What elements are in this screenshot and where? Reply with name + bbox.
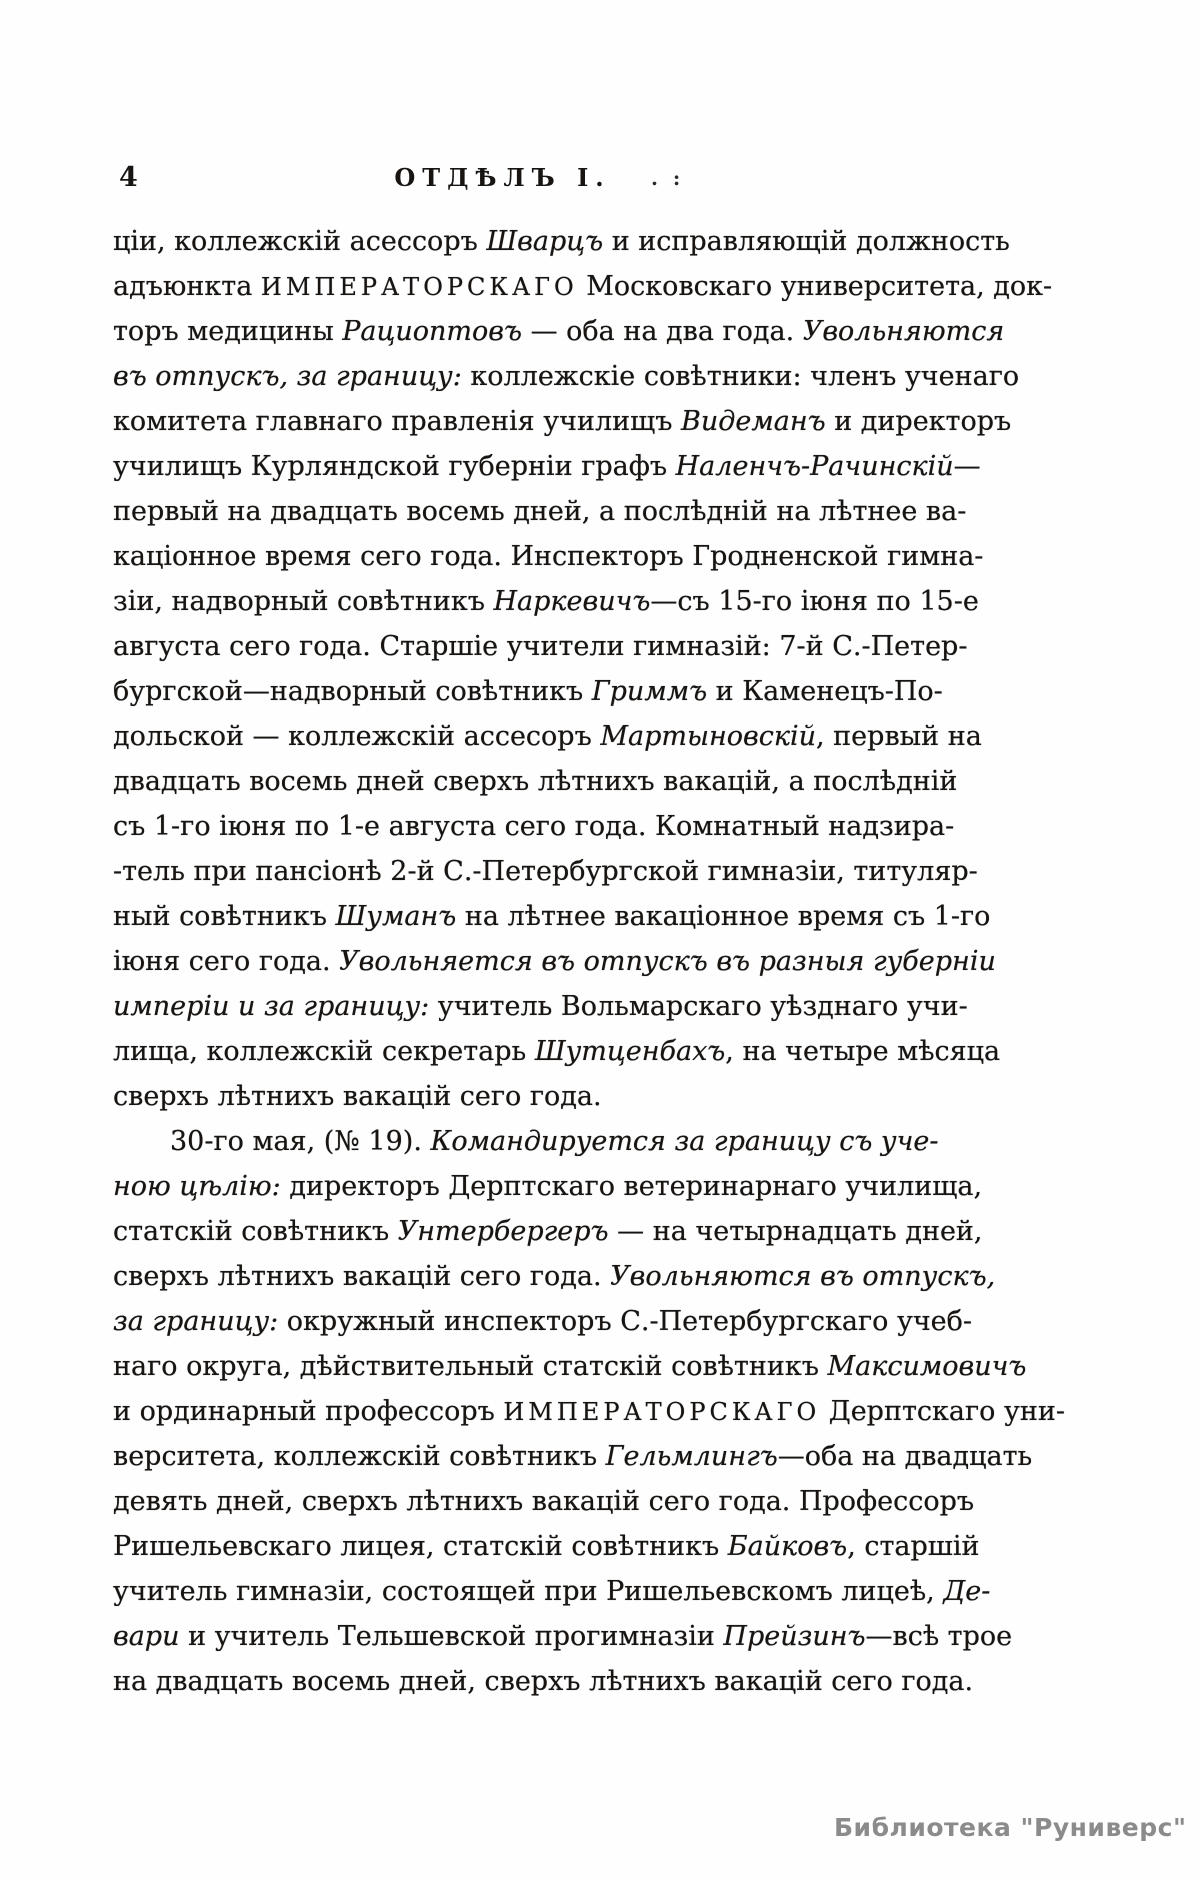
page-header-row (113, 160, 892, 200)
running-head-title: ОТДѢЛЪ I. (394, 163, 611, 192)
text-segment: сверхъ лѣтнихъ вакацій сего года. (113, 1261, 611, 1292)
text-segment: зіи, надворный совѣтникъ (113, 586, 494, 617)
text-segment: Гриммъ (591, 676, 708, 707)
text-segment: , первый на (816, 721, 982, 752)
text-segment: Рациоптовъ (342, 316, 522, 347)
text-segment: и директоръ (825, 406, 1012, 437)
text-segment: іюня сего года. (113, 946, 340, 977)
text-line (113, 1119, 939, 1164)
text-segment: и исправляющій должность (603, 226, 1010, 257)
text-segment: Увольняются (802, 316, 1005, 347)
text-segment: съ 1-го іюня по 1-е августа сего года. Комнатный надзира- (113, 811, 955, 842)
text-line (113, 1344, 1027, 1389)
text-segment: 30-го мая, (№ 19). (170, 1126, 431, 1157)
text-line (113, 939, 996, 984)
text-segment: первый на двадцать восемь дней, а послѣдній на лѣтнее ва- (113, 496, 967, 527)
text-line (113, 1209, 983, 1254)
text-segment: торъ медицины (113, 316, 343, 347)
text-line (113, 1074, 892, 1119)
text-segment: девять дней, сверхъ лѣтнихъ вакацій сего года. Профессоръ (113, 1486, 975, 1517)
library-watermark: Библиотека "Руниверс" (834, 1813, 1187, 1842)
text-segment: Гельмлингъ (605, 1441, 778, 1472)
text-segment: и Каменецъ-По- (707, 676, 943, 707)
text-segment: —всѣ трое (865, 1621, 1013, 1652)
text-line (113, 309, 1005, 354)
text-segment: Шутценбахъ (534, 1036, 726, 1067)
text-segment: Шварцъ (486, 226, 604, 257)
text-line (113, 1479, 975, 1524)
text-segment: и учитель Тельшевской прогимназіи (179, 1621, 724, 1652)
text-segment: въ отпускъ, за границу: (113, 361, 462, 392)
text-segment: ный совѣтникъ (113, 901, 336, 932)
text-line (113, 759, 958, 804)
text-segment: Увольняется въ отпускъ въ разныя губерніи (339, 946, 996, 977)
text-segment: директоръ Дерптскаго ветеринарнаго училища, (280, 1171, 983, 1202)
text-segment: Командируется за границу съ уче- (430, 1126, 939, 1157)
text-segment: —оба на двадцать (777, 1441, 1033, 1472)
text-segment: Унтербергеръ (397, 1216, 609, 1247)
text-segment: —съ 15-го іюня по 15-е (650, 586, 979, 617)
text-line (113, 1524, 980, 1569)
text-segment: комитета главнаго правленія училищъ (113, 406, 682, 437)
text-segment: за границу: (113, 1306, 279, 1337)
text-line (113, 489, 967, 534)
text-line (113, 984, 968, 1029)
text-segment: на лѣтнее вакаціонное время съ 1-го (456, 901, 991, 932)
text-segment: сверхъ лѣтнихъ вакацій сего года. (113, 1081, 602, 1112)
text-segment: Наленчъ-Рачинскій (675, 451, 954, 482)
text-segment: Ришельевскаго лицея, статскій совѣтникъ (113, 1531, 728, 1562)
text-line (113, 894, 991, 939)
text-line (113, 849, 978, 894)
text-segment: наго округа, дѣйствительный статскій совѣтникъ (113, 1351, 828, 1382)
text-segment: лища, коллежскій секретарь (113, 1036, 535, 1067)
text-line (113, 1164, 983, 1209)
text-segment: бургской—надворный совѣтникъ (113, 676, 592, 707)
text-segment: Прейзинъ (723, 1621, 866, 1652)
text-segment: августа сего года. Старшіе учители гимназій: 7-й С.-Петер- (113, 631, 968, 662)
text-segment: учитель Вольмарскаго уѣзднаго учи- (429, 991, 968, 1022)
text-segment: ИМПЕРАТОРСКАГО (260, 273, 578, 301)
text-segment: Увольняются въ отпускъ, (610, 1261, 996, 1292)
text-segment: ціи, коллежскій асессоръ (113, 226, 487, 257)
text-segment: — (953, 451, 981, 482)
text-segment: на двадцать восемь дней, сверхъ лѣтнихъ вакацій сего года. (113, 1666, 974, 1697)
text-segment: ИМПЕРАТОРСКАГО (503, 1398, 821, 1426)
text-segment: Де- (943, 1576, 991, 1607)
text-segment: , старшій (847, 1531, 980, 1562)
text-line (113, 1614, 1013, 1659)
text-line (113, 399, 1012, 444)
scan-speck-artifact: . : (651, 166, 685, 190)
text-line (113, 354, 1020, 399)
text-segment: Наркевичъ (493, 586, 651, 617)
text-line (113, 1659, 974, 1704)
text-segment: Видеманъ (681, 406, 826, 437)
text-line (113, 1029, 1001, 1074)
text-block (113, 219, 1065, 1704)
text-segment: Шуманъ (335, 901, 457, 932)
text-line (113, 1389, 1065, 1434)
text-line (113, 669, 943, 714)
text-segment: коллежскіе совѣтники: членъ ученаго (461, 361, 1020, 392)
text-line (113, 1434, 1033, 1479)
text-line (113, 264, 1053, 309)
text-line (113, 714, 982, 759)
text-segment: адъюнкта (113, 271, 261, 302)
text-segment: училищъ Курляндской губерніи графъ (113, 451, 676, 482)
text-segment: вари (113, 1621, 180, 1652)
text-line (113, 534, 984, 579)
text-segment: каціонное время сего года. Инспекторъ Гродненской гимна- (113, 541, 984, 572)
text-segment: окружный инспекторъ С.-Петербургскаго учеб- (278, 1306, 973, 1337)
text-segment: дольской — коллежскій ассесоръ (113, 721, 601, 752)
text-line (113, 624, 968, 669)
text-segment: Московскаго университета, док- (577, 271, 1053, 302)
text-segment: Дерптскаго уни- (820, 1396, 1065, 1427)
text-segment: и ординарный профессоръ (113, 1396, 504, 1427)
text-segment: статскій совѣтникъ (113, 1216, 398, 1247)
page-number: 4 (119, 162, 139, 193)
text-line (113, 1254, 996, 1299)
text-line (113, 219, 1010, 264)
text-line (113, 444, 981, 489)
text-line (113, 579, 979, 624)
text-line (113, 1569, 991, 1614)
text-segment: , на четыре мѣсяца (725, 1036, 1001, 1067)
text-segment: — на четырнадцать дней, (608, 1216, 983, 1247)
text-segment: учитель гимназіи, состоящей при Ришельевскомъ лицеѣ, (113, 1576, 944, 1607)
text-segment: — оба на два года. (521, 316, 803, 347)
text-segment: -тель при пансіонѣ 2-й С.-Петербургской гимназіи, титуляр- (113, 856, 978, 887)
text-line (113, 804, 955, 849)
text-segment: Мартыновскій (600, 721, 817, 752)
text-segment: Максимовичъ (827, 1351, 1027, 1382)
text-segment: двадцать восемь дней сверхъ лѣтнихъ вакацій, а послѣдній (113, 766, 958, 797)
text-segment: имперіи и за границу: (113, 991, 430, 1022)
text-segment: ною цѣлію: (113, 1171, 281, 1202)
text-segment: Байковъ (727, 1531, 848, 1562)
text-line (113, 1299, 973, 1344)
text-segment: верситета, коллежскій совѣтникъ (113, 1441, 606, 1472)
